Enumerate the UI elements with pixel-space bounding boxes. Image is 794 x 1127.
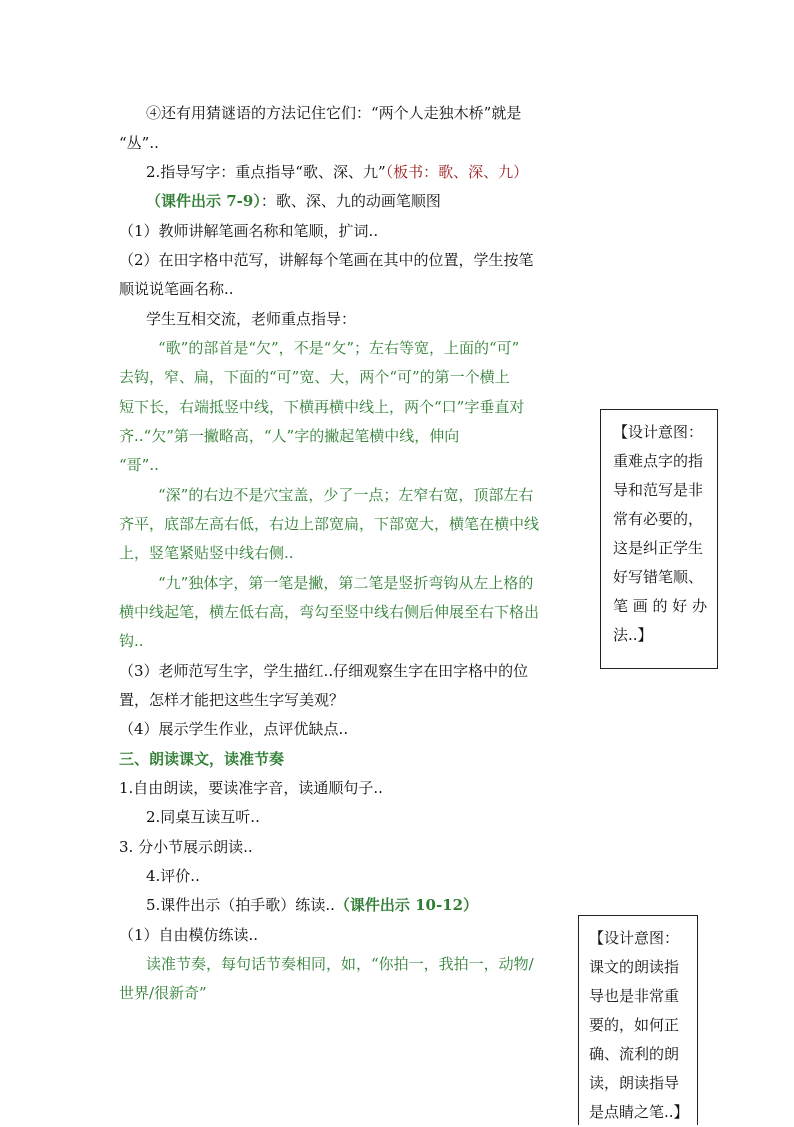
writing-guidance-line <box>146 162 528 182</box>
ge-line: “哥”.. <box>119 456 159 474</box>
courseware-line <box>146 191 441 211</box>
design-intent-line: 课文的朗读指 <box>589 958 680 976</box>
blackboard-note: （板书：歌、深、九） <box>385 163 529 181</box>
design-intent-line: 常有必要的， <box>613 510 704 528</box>
step-2-line2: 顺说说笔画名称.. <box>119 280 234 298</box>
design-intent-line: 确、流利的朗 <box>589 1045 680 1063</box>
design-intent-line: 好写错笔顺、 <box>613 568 704 586</box>
design-intent-line: 这是纠正学生 <box>613 539 704 557</box>
imitation-step: （1）自由模仿练读.. <box>119 926 259 944</box>
courseware-desc: ：歌、深、九的动画笔顺图 <box>260 192 441 210</box>
exchange-line: 学生互相交流，老师重点指导： <box>146 310 357 328</box>
ge-line: 去钩，窄、扁，下面的“可”宽、大，两个“可”的第一个横上 <box>119 368 510 386</box>
reading-step: 2.同桌互读互听.. <box>146 808 260 826</box>
reading-step: 4.评价.. <box>146 867 200 885</box>
step-1: （1）教师讲解笔画名称和笔顺，扩词.. <box>119 222 379 240</box>
step-3-line2: 置，怎样才能把这些生字写美观？ <box>119 691 345 709</box>
ge-line: “歌”的部首是“欠”，不是“攵”；左右等宽，上面的“可” <box>158 339 520 357</box>
writing-guidance-text: 2.指导写字：重点指导“歌、深、九” <box>146 163 386 181</box>
ge-line: 短下长，右端抵竖中线，下横再横中线上，两个“口”字垂直对 <box>119 398 525 416</box>
rhythm-line1: 读准节奏，每句话节奏相同，如，“你拍一，我拍一，动物/ <box>146 955 534 973</box>
design-intent-line: 【设计意图： <box>589 929 680 947</box>
jiu-line: 横中线起笔，横左低右高，弯勾至竖中线右侧后伸展至右下格出 <box>119 603 540 621</box>
design-intent-line: 笔 画 的 好 办 <box>613 597 708 615</box>
section-heading: 三、朗读课文，读准节奏 <box>119 750 285 768</box>
design-intent-line: 读，朗读指导 <box>589 1074 680 1092</box>
design-intent-line: 法..】 <box>613 626 653 644</box>
ge-line: 齐..“欠”第一撇略高，“人”字的撇起笔横中线，伸向 <box>119 427 460 445</box>
design-intent-line: 导和范写是非 <box>613 481 704 499</box>
step-4: （4）展示学生作业，点评优缺点.. <box>119 720 349 738</box>
jiu-line: 钩.. <box>119 632 144 650</box>
design-intent-line: 要的，如何正 <box>589 1016 680 1034</box>
design-intent-box-reading <box>578 915 698 1125</box>
paragraph-riddle-line1: ④还有用猜谜语的方法记住它们：“两个人走独木桥”就是 <box>146 104 522 122</box>
reading-step-5 <box>146 895 478 915</box>
design-intent-box-writing <box>600 409 718 669</box>
shen-line: “深”的右边不是穴宝盖，少了一点；左窄右宽，顶部左右 <box>158 486 534 504</box>
reading-step: 1.自由朗读，要读准字音，读通顺句子.. <box>119 779 383 797</box>
paragraph-riddle-line2: “丛”.. <box>119 134 159 152</box>
jiu-line: “九”独体字，第一笔是撇，第二笔是竖折弯钩从左上格的 <box>158 574 534 592</box>
design-intent-line: 重难点字的指 <box>613 452 704 470</box>
reading-step-text: 5.课件出示（拍手歌）练读.. <box>146 896 335 914</box>
design-intent-line: 【设计意图： <box>613 423 704 441</box>
reading-step: 3. 分小节展示朗读.. <box>119 838 253 856</box>
shen-line: 齐平，底部左高右低，右边上部宽扁，下部宽大，横笔在横中线 <box>119 515 540 533</box>
courseware-ref: （课件出示 7-9） <box>146 192 261 210</box>
design-intent-line: 是点睛之笔..】 <box>589 1103 689 1121</box>
shen-line: 上，竖笔紧贴竖中线右侧.. <box>119 544 294 562</box>
step-3-line1: （3）老师范写生字，学生描红..仔细观察生字在田字格中的位 <box>119 662 529 680</box>
courseware-ref: （课件出示 10-12） <box>334 896 479 914</box>
rhythm-line2: 世界/很新奇” <box>119 984 207 1002</box>
design-intent-line: 导也是非常重 <box>589 987 680 1005</box>
step-2-line1: （2）在田字格中范写，讲解每个笔画在其中的位置，学生按笔 <box>119 251 534 269</box>
